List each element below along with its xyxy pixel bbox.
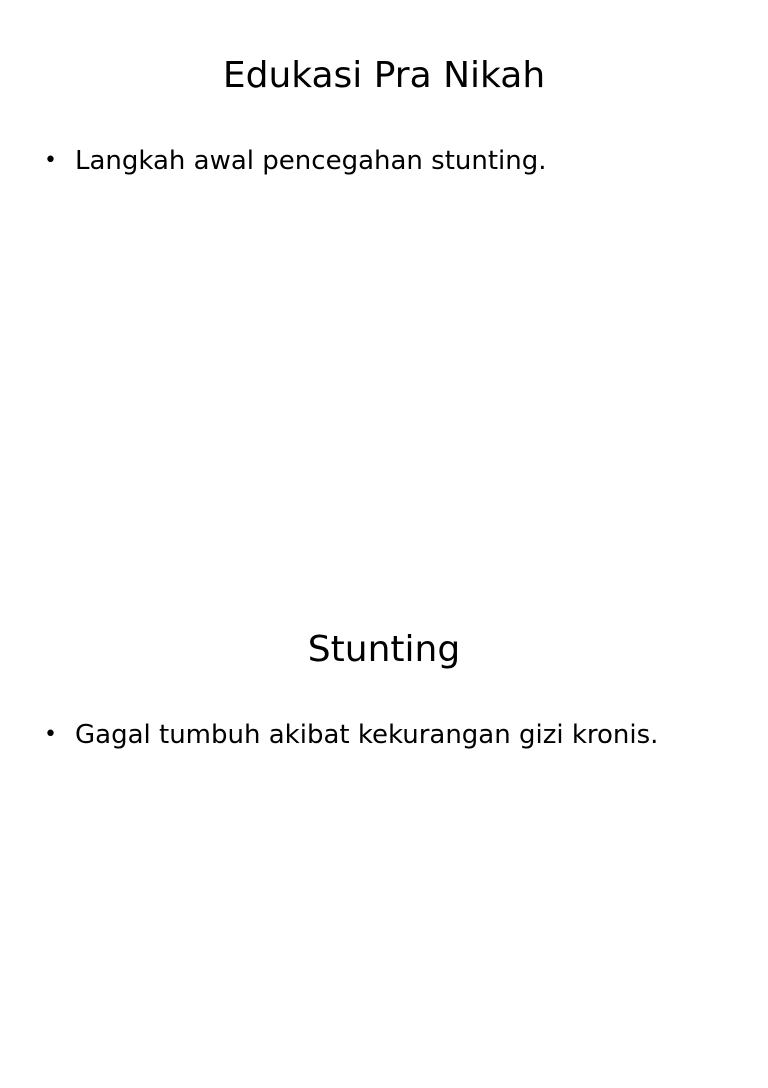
bullet-item [44, 717, 724, 753]
slide-edukasi-pra-nikah [0, 0, 768, 512]
bullet-list [44, 143, 724, 179]
slide-title: Stunting [307, 629, 461, 670]
bullet-item [44, 143, 724, 179]
slide-stunting [0, 576, 768, 1088]
bullet-text: Langkah awal pencegahan stunting. [75, 146, 547, 176]
slide-title: Edukasi Pra Nikah [222, 55, 546, 96]
bullet-list [44, 717, 724, 753]
bullet-icon: • [44, 148, 57, 173]
bullet-icon: • [44, 722, 57, 747]
bullet-text: Gagal tumbuh akibat kekurangan gizi kronis. [75, 720, 659, 750]
